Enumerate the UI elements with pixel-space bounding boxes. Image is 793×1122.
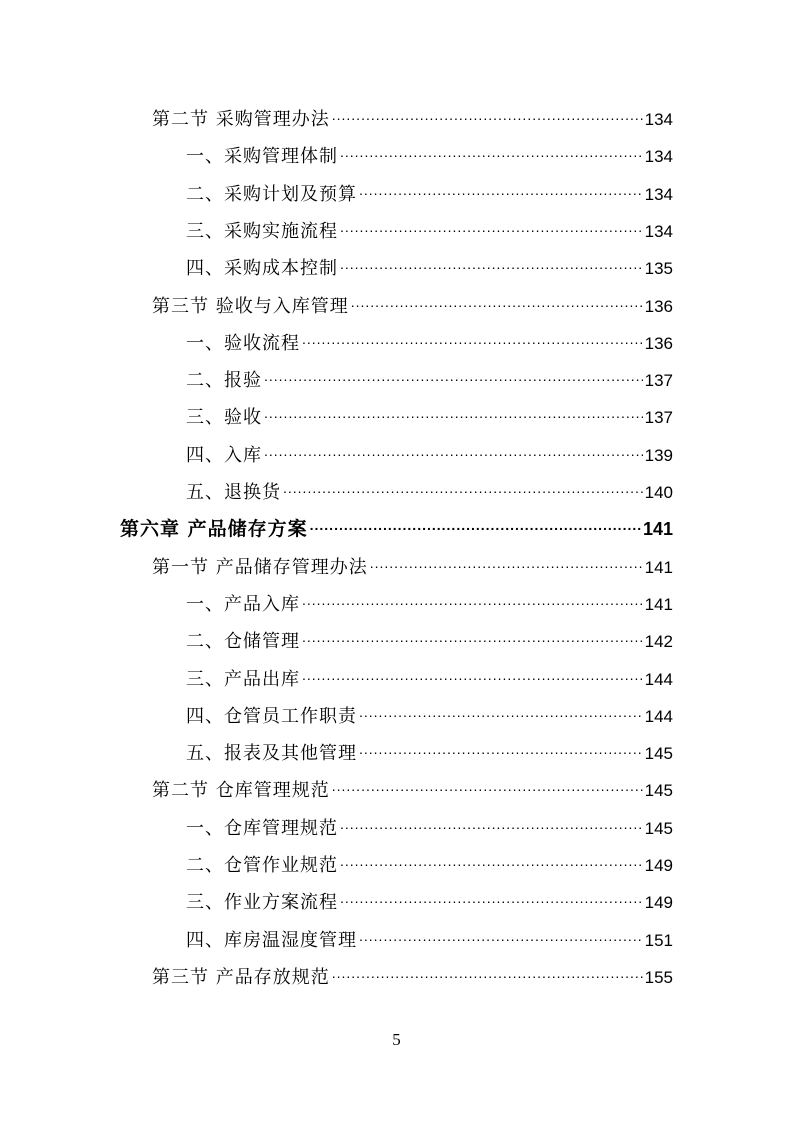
toc-subsection-entry[interactable] [186,922,673,959]
toc-entry-title: 第六章 产品储存方案 [120,518,308,541]
toc-entry-page: 144 [644,706,673,726]
toc-subsection-entry[interactable] [186,586,673,623]
toc-entry-page: 134 [644,221,673,241]
toc-dot-leader [264,433,643,470]
toc-entry-page: 142 [644,632,673,652]
toc-dot-leader [302,321,643,358]
toc-entry-title: 第二节 采购管理办法 [152,109,330,130]
toc-entry-title: 一、采购管理体制 [186,146,338,168]
toc-section-entry[interactable] [152,288,673,325]
toc-entry-title: 四、采购成本控制 [186,258,338,280]
toc-entry-page: 141 [642,519,673,540]
toc-entry-page: 134 [644,147,673,167]
toc-entry-title: 三、采购实施流程 [186,220,338,242]
toc-entry-title: 三、产品出库 [186,668,300,690]
toc-entry-page: 141 [644,557,673,577]
toc-dot-leader [332,768,643,805]
toc-entry-page: 137 [644,408,673,428]
toc-dot-leader [283,470,643,507]
toc-entry-title: 二、仓管作业规范 [186,855,338,876]
toc-entry-title: 第三节 验收与入库管理 [152,295,349,317]
toc-dot-leader [264,358,643,395]
toc-dot-leader [302,582,643,619]
toc-subsection-entry[interactable] [186,138,673,175]
page-number: 5 [392,1030,401,1049]
toc-entry-title: 第一节 产品储存管理办法 [152,556,368,578]
toc-section-entry[interactable] [152,549,673,586]
toc-dot-leader [340,880,643,917]
toc-entry-page: 144 [644,669,673,689]
toc-entry-title: 五、报表及其他管理 [186,743,357,765]
toc-entry-title: 二、报验 [186,370,262,392]
toc-subsection-entry[interactable] [186,176,673,213]
toc-dot-leader [359,918,643,955]
toc-entry-page: 151 [644,930,673,950]
toc-subsection-entry[interactable] [186,325,673,362]
toc-chapter-entry[interactable] [120,511,673,548]
toc-entry-title: 四、仓管员工作职责 [186,705,357,727]
toc-entry-page: 137 [644,371,673,391]
toc-entry-page: 145 [644,818,673,838]
toc-dot-leader [340,209,643,246]
toc-dot-leader [359,172,643,209]
toc-subsection-entry[interactable] [186,474,673,511]
toc-subsection-entry[interactable] [186,437,673,474]
toc-entry-page: 134 [644,110,673,129]
toc-subsection-entry[interactable] [186,810,673,847]
toc-dot-leader [340,806,643,843]
toc-entry-page: 136 [644,296,673,316]
toc-entry-page: 149 [644,856,673,875]
toc-section-entry[interactable] [152,101,673,138]
toc-entry-page: 140 [644,483,673,502]
toc-dot-leader [332,955,643,992]
toc-dot-leader [332,97,643,134]
toc-dot-leader [370,545,643,582]
toc-entry-title: 一、产品入库 [186,593,300,615]
toc-dot-leader [264,395,643,432]
toc-entry-page: 136 [644,333,673,353]
toc-section-entry[interactable] [152,959,673,996]
toc-entry-page: 139 [644,445,673,465]
toc-subsection-entry[interactable] [186,698,673,735]
toc-subsection-entry[interactable] [186,362,673,399]
toc-dot-leader [359,694,643,731]
toc-entry-title: 三、验收 [186,407,262,429]
toc-subsection-entry[interactable] [186,661,673,698]
toc-section-entry[interactable] [152,772,673,809]
toc-subsection-entry[interactable] [186,399,673,436]
toc-dot-leader [310,507,641,544]
toc-dot-leader [351,284,643,321]
toc-subsection-entry[interactable] [186,884,673,921]
toc-entry-title: 三、作业方案流程 [186,892,338,914]
toc-entry-title: 五、退换货 [186,482,281,503]
toc-entry-title: 第三节 产品存放规范 [152,966,330,988]
toc-dot-leader [340,843,643,880]
toc-subsection-entry[interactable] [186,250,673,287]
toc-dot-leader [302,657,643,694]
toc-entry-title: 一、验收流程 [186,332,300,354]
toc-entry-page: 141 [644,594,673,614]
toc-subsection-entry[interactable] [186,213,673,250]
toc-dot-leader [340,246,643,283]
toc-entry-page: 134 [644,184,673,204]
toc-subsection-entry[interactable] [186,847,673,884]
toc-entry-title: 二、仓储管理 [186,631,300,653]
toc-entry-title: 四、入库 [186,444,262,466]
toc-dot-leader [302,619,643,656]
toc-entry-title: 四、库房温湿度管理 [186,929,357,951]
toc-entry-title: 二、采购计划及预算 [186,183,357,205]
toc-subsection-entry[interactable] [186,623,673,660]
toc-entry-page: 155 [644,967,673,987]
toc-entry-page: 149 [644,893,673,913]
toc-entry-page: 145 [644,744,673,764]
toc-subsection-entry[interactable] [186,735,673,772]
toc-entry-page: 145 [644,781,673,801]
toc-entry-title: 一、仓库管理规范 [186,817,338,839]
toc-dot-leader [359,731,643,768]
toc-dot-leader [340,134,643,171]
toc-entry-title: 第二节 仓库管理规范 [152,780,330,802]
toc-entry-page: 135 [644,259,673,279]
